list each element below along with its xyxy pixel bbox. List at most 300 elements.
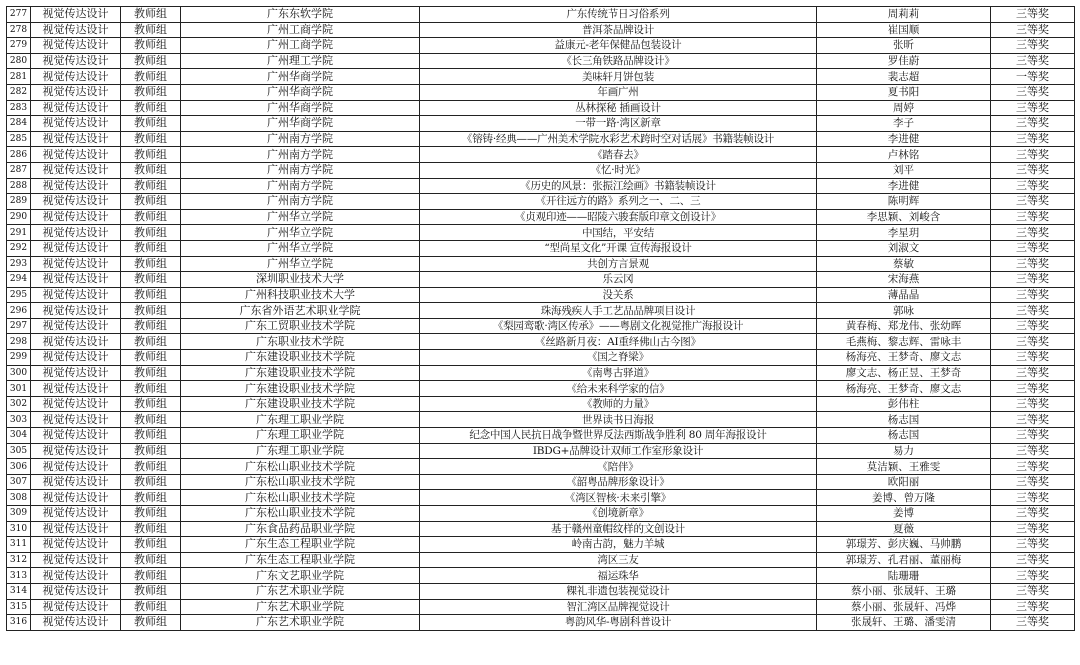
school-cell: 广东建设职业技术学院 — [181, 381, 420, 397]
work-title-cell: 粿礼非遗包装视觉设计 — [420, 583, 817, 599]
work-title-cell: 《历史的风景：张振江绘画》书籍装帧设计 — [420, 178, 817, 194]
group-cell: 教师组 — [121, 116, 181, 132]
school-cell: 广东理工职业学院 — [181, 412, 420, 428]
row-number-cell: 306 — [7, 459, 31, 475]
category-cell: 视觉传达设计 — [31, 599, 121, 615]
school-cell: 广东松山职业技术学院 — [181, 490, 420, 506]
school-cell: 广州工商学院 — [181, 22, 420, 38]
row-number-cell: 300 — [7, 365, 31, 381]
school-cell: 广州华立学院 — [181, 256, 420, 272]
work-title-cell: 普洱茶品牌设计 — [420, 22, 817, 38]
category-cell: 视觉传达设计 — [31, 303, 121, 319]
authors-cell: 陆珊珊 — [817, 568, 991, 584]
work-title-cell: “型尚星文化”开课 宣传海报设计 — [420, 240, 817, 256]
work-title-cell: 世界读书日海报 — [420, 412, 817, 428]
row-number-cell: 278 — [7, 22, 31, 38]
authors-cell: 廖文志、杨正昱、王梦奇 — [817, 365, 991, 381]
group-cell: 教师组 — [121, 100, 181, 116]
award-cell: 三等奖 — [991, 474, 1075, 490]
category-cell: 视觉传达设计 — [31, 474, 121, 490]
table-row — [7, 287, 1075, 303]
table-row — [7, 506, 1075, 522]
table-row — [7, 381, 1075, 397]
category-cell: 视觉传达设计 — [31, 240, 121, 256]
group-cell: 教师组 — [121, 38, 181, 54]
row-number-cell: 292 — [7, 240, 31, 256]
table-row — [7, 568, 1075, 584]
category-cell: 视觉传达设计 — [31, 428, 121, 444]
group-cell: 教师组 — [121, 474, 181, 490]
authors-cell: 李思颖、刘峻含 — [817, 209, 991, 225]
work-title-cell: 岭南古韵，魅力羊城 — [420, 537, 817, 553]
award-cell: 三等奖 — [991, 599, 1075, 615]
authors-cell: 周莉莉 — [817, 7, 991, 23]
work-title-cell: 丛林探秘 插画设计 — [420, 100, 817, 116]
school-cell: 广东生态工程职业学院 — [181, 537, 420, 553]
table-row — [7, 240, 1075, 256]
category-cell: 视觉传达设计 — [31, 131, 121, 147]
work-title-cell: 《踏春去》 — [420, 147, 817, 163]
row-number-cell: 307 — [7, 474, 31, 490]
category-cell: 视觉传达设计 — [31, 194, 121, 210]
category-cell: 视觉传达设计 — [31, 615, 121, 631]
school-cell: 广州南方学院 — [181, 194, 420, 210]
row-number-cell: 285 — [7, 131, 31, 147]
work-title-cell: 《丝路新月夜：AI重绎佛山古今图》 — [420, 334, 817, 350]
table-row — [7, 303, 1075, 319]
work-title-cell: 没关系 — [420, 287, 817, 303]
table-row — [7, 38, 1075, 54]
authors-cell: 欧阳丽 — [817, 474, 991, 490]
work-title-cell: 《韶粤品牌形象设计》 — [420, 474, 817, 490]
authors-cell: 周婷 — [817, 100, 991, 116]
group-cell: 教师组 — [121, 256, 181, 272]
authors-cell: 姜博 — [817, 506, 991, 522]
work-title-cell: 广东传统节日习俗系列 — [420, 7, 817, 23]
row-number-cell: 297 — [7, 318, 31, 334]
school-cell: 广东东软学院 — [181, 7, 420, 23]
award-cell: 三等奖 — [991, 552, 1075, 568]
authors-cell: 卢林铭 — [817, 147, 991, 163]
work-title-cell: 中国结，平安结 — [420, 225, 817, 241]
category-cell: 视觉传达设计 — [31, 147, 121, 163]
authors-cell: 李进健 — [817, 178, 991, 194]
row-number-cell: 295 — [7, 287, 31, 303]
category-cell: 视觉传达设计 — [31, 178, 121, 194]
row-number-cell: 289 — [7, 194, 31, 210]
work-title-cell: 《创境新章》 — [420, 506, 817, 522]
group-cell: 教师组 — [121, 583, 181, 599]
school-cell: 广东食品药品职业学院 — [181, 521, 420, 537]
row-number-cell: 284 — [7, 116, 31, 132]
table-row — [7, 428, 1075, 444]
category-cell: 视觉传达设计 — [31, 350, 121, 366]
award-cell: 三等奖 — [991, 287, 1075, 303]
school-cell: 广州华立学院 — [181, 225, 420, 241]
work-title-cell: 《国之脊梁》 — [420, 350, 817, 366]
school-cell: 广州华立学院 — [181, 240, 420, 256]
row-number-cell: 293 — [7, 256, 31, 272]
group-cell: 教师组 — [121, 22, 181, 38]
award-cell: 三等奖 — [991, 381, 1075, 397]
school-cell: 广东省外语艺术职业学院 — [181, 303, 420, 319]
group-cell: 教师组 — [121, 396, 181, 412]
table-row — [7, 53, 1075, 69]
work-title-cell: 基于赣州童帽纹样的文创设计 — [420, 521, 817, 537]
work-title-cell: 《贞观印迹——昭陵六骏套版印章文创设计》 — [420, 209, 817, 225]
authors-cell: 郭璟芳、孔君丽、董丽梅 — [817, 552, 991, 568]
award-cell: 三等奖 — [991, 131, 1075, 147]
award-cell: 三等奖 — [991, 194, 1075, 210]
table-row — [7, 318, 1075, 334]
work-title-cell: 共创方言景观 — [420, 256, 817, 272]
authors-cell: 彭伟柱 — [817, 396, 991, 412]
table-row — [7, 178, 1075, 194]
table-row — [7, 412, 1075, 428]
group-cell: 教师组 — [121, 225, 181, 241]
table-row — [7, 537, 1075, 553]
category-cell: 视觉传达设计 — [31, 209, 121, 225]
award-cell: 三等奖 — [991, 365, 1075, 381]
table-row — [7, 552, 1075, 568]
school-cell: 广州工商学院 — [181, 38, 420, 54]
authors-cell: 郭璟芳、彭庆巍、马帅鹏 — [817, 537, 991, 553]
table-row — [7, 225, 1075, 241]
award-cell: 三等奖 — [991, 334, 1075, 350]
work-title-cell: 《给未来科学家的信》 — [420, 381, 817, 397]
group-cell: 教师组 — [121, 84, 181, 100]
school-cell: 广东艺术职业学院 — [181, 583, 420, 599]
work-title-cell: 《忆·时光》 — [420, 162, 817, 178]
category-cell: 视觉传达设计 — [31, 365, 121, 381]
authors-cell: 宋海燕 — [817, 272, 991, 288]
award-cell: 三等奖 — [991, 7, 1075, 23]
table-row — [7, 615, 1075, 631]
table-row — [7, 490, 1075, 506]
school-cell: 广东建设职业技术学院 — [181, 350, 420, 366]
work-title-cell: 《陪伴》 — [420, 459, 817, 475]
group-cell: 教师组 — [121, 272, 181, 288]
category-cell: 视觉传达设计 — [31, 38, 121, 54]
row-number-cell: 304 — [7, 428, 31, 444]
group-cell: 教师组 — [121, 428, 181, 444]
work-title-cell: 福运珠华 — [420, 568, 817, 584]
group-cell: 教师组 — [121, 7, 181, 23]
group-cell: 教师组 — [121, 53, 181, 69]
work-title-cell: 《长三角铁路品牌设计》 — [420, 53, 817, 69]
award-cell: 三等奖 — [991, 506, 1075, 522]
school-cell: 广州理工学院 — [181, 53, 420, 69]
authors-cell: 姜博、曾万隆 — [817, 490, 991, 506]
authors-cell: 蔡敏 — [817, 256, 991, 272]
authors-cell: 莫洁颖、王雅雯 — [817, 459, 991, 475]
work-title-cell: 一带一路·湾区新章 — [420, 116, 817, 132]
group-cell: 教师组 — [121, 131, 181, 147]
awards-table-body — [7, 7, 1075, 631]
authors-cell: 张晟轩、王璐、潘雯清 — [817, 615, 991, 631]
row-number-cell: 303 — [7, 412, 31, 428]
group-cell: 教师组 — [121, 69, 181, 85]
school-cell: 广东建设职业技术学院 — [181, 365, 420, 381]
group-cell: 教师组 — [121, 178, 181, 194]
school-cell: 广州南方学院 — [181, 131, 420, 147]
row-number-cell: 311 — [7, 537, 31, 553]
award-cell: 三等奖 — [991, 22, 1075, 38]
group-cell: 教师组 — [121, 599, 181, 615]
row-number-cell: 291 — [7, 225, 31, 241]
table-row — [7, 459, 1075, 475]
award-cell: 三等奖 — [991, 428, 1075, 444]
table-row — [7, 100, 1075, 116]
row-number-cell: 305 — [7, 443, 31, 459]
row-number-cell: 277 — [7, 7, 31, 23]
award-cell: 三等奖 — [991, 100, 1075, 116]
table-row — [7, 443, 1075, 459]
category-cell: 视觉传达设计 — [31, 583, 121, 599]
award-cell: 三等奖 — [991, 583, 1075, 599]
authors-cell: 李星玥 — [817, 225, 991, 241]
row-number-cell: 302 — [7, 396, 31, 412]
row-number-cell: 314 — [7, 583, 31, 599]
award-cell: 三等奖 — [991, 53, 1075, 69]
school-cell: 广东建设职业技术学院 — [181, 396, 420, 412]
school-cell: 广东艺术职业学院 — [181, 615, 420, 631]
group-cell: 教师组 — [121, 615, 181, 631]
group-cell: 教师组 — [121, 334, 181, 350]
row-number-cell: 280 — [7, 53, 31, 69]
table-row — [7, 131, 1075, 147]
row-number-cell: 283 — [7, 100, 31, 116]
work-title-cell: 《湾区智核·未来引擎》 — [420, 490, 817, 506]
school-cell: 广州华商学院 — [181, 69, 420, 85]
school-cell: 广州科技职业技术大学 — [181, 287, 420, 303]
category-cell: 视觉传达设计 — [31, 116, 121, 132]
work-title-cell: 年画广州 — [420, 84, 817, 100]
school-cell: 广东生态工程职业学院 — [181, 552, 420, 568]
award-cell: 三等奖 — [991, 272, 1075, 288]
table-row — [7, 84, 1075, 100]
award-cell: 三等奖 — [991, 178, 1075, 194]
work-title-cell: 《南粤古驿道》 — [420, 365, 817, 381]
school-cell: 广东艺术职业学院 — [181, 599, 420, 615]
group-cell: 教师组 — [121, 443, 181, 459]
school-cell: 广东松山职业技术学院 — [181, 474, 420, 490]
table-row — [7, 599, 1075, 615]
row-number-cell: 301 — [7, 381, 31, 397]
group-cell: 教师组 — [121, 459, 181, 475]
row-number-cell: 296 — [7, 303, 31, 319]
work-title-cell: 智汇湾区品牌视觉设计 — [420, 599, 817, 615]
school-cell: 广东理工职业学院 — [181, 443, 420, 459]
school-cell: 广东工贸职业技术学院 — [181, 318, 420, 334]
school-cell: 广东职业技术学院 — [181, 334, 420, 350]
row-number-cell: 315 — [7, 599, 31, 615]
category-cell: 视觉传达设计 — [31, 443, 121, 459]
category-cell: 视觉传达设计 — [31, 100, 121, 116]
table-row — [7, 474, 1075, 490]
category-cell: 视觉传达设计 — [31, 490, 121, 506]
table-row — [7, 272, 1075, 288]
row-number-cell: 290 — [7, 209, 31, 225]
authors-cell: 夏薇 — [817, 521, 991, 537]
award-cell: 三等奖 — [991, 490, 1075, 506]
group-cell: 教师组 — [121, 162, 181, 178]
table-row — [7, 521, 1075, 537]
category-cell: 视觉传达设计 — [31, 162, 121, 178]
awards-table-container — [6, 6, 1075, 631]
authors-cell: 黄春梅、郑龙伟、张幼晖 — [817, 318, 991, 334]
table-row — [7, 583, 1075, 599]
authors-cell: 李子 — [817, 116, 991, 132]
work-title-cell: 《教师的力量》 — [420, 396, 817, 412]
group-cell: 教师组 — [121, 287, 181, 303]
authors-cell: 陈明辉 — [817, 194, 991, 210]
category-cell: 视觉传达设计 — [31, 53, 121, 69]
authors-cell: 蔡小丽、张晟轩、王璐 — [817, 583, 991, 599]
award-cell: 三等奖 — [991, 521, 1075, 537]
table-row — [7, 194, 1075, 210]
award-cell: 三等奖 — [991, 147, 1075, 163]
award-cell: 三等奖 — [991, 225, 1075, 241]
category-cell: 视觉传达设计 — [31, 552, 121, 568]
row-number-cell: 316 — [7, 615, 31, 631]
category-cell: 视觉传达设计 — [31, 225, 121, 241]
category-cell: 视觉传达设计 — [31, 84, 121, 100]
school-cell: 广州华商学院 — [181, 116, 420, 132]
award-cell: 三等奖 — [991, 318, 1075, 334]
work-title-cell: 《镕铸·经典——广州美术学院水彩艺术跨时空对话展》书籍装帧设计 — [420, 131, 817, 147]
group-cell: 教师组 — [121, 318, 181, 334]
school-cell: 广州南方学院 — [181, 147, 420, 163]
work-title-cell: 《梨园鸾歌·湾区传承》——粤剧文化视觉推广海报设计 — [420, 318, 817, 334]
school-cell: 深圳职业技术大学 — [181, 272, 420, 288]
authors-cell: 夏书阳 — [817, 84, 991, 100]
school-cell: 广东松山职业技术学院 — [181, 506, 420, 522]
category-cell: 视觉传达设计 — [31, 334, 121, 350]
group-cell: 教师组 — [121, 521, 181, 537]
row-number-cell: 294 — [7, 272, 31, 288]
authors-cell: 崔国顺 — [817, 22, 991, 38]
school-cell: 广东松山职业技术学院 — [181, 459, 420, 475]
table-row — [7, 350, 1075, 366]
award-cell: 一等奖 — [991, 69, 1075, 85]
table-row — [7, 162, 1075, 178]
category-cell: 视觉传达设计 — [31, 69, 121, 85]
category-cell: 视觉传达设计 — [31, 287, 121, 303]
work-title-cell: 益康元-老年保健品包装设计 — [420, 38, 817, 54]
row-number-cell: 281 — [7, 69, 31, 85]
table-row — [7, 147, 1075, 163]
award-cell: 三等奖 — [991, 38, 1075, 54]
award-cell: 三等奖 — [991, 537, 1075, 553]
authors-cell: 易力 — [817, 443, 991, 459]
award-cell: 三等奖 — [991, 162, 1075, 178]
authors-cell: 罗佳蔚 — [817, 53, 991, 69]
category-cell: 视觉传达设计 — [31, 318, 121, 334]
table-row — [7, 396, 1075, 412]
award-cell: 三等奖 — [991, 396, 1075, 412]
award-cell: 三等奖 — [991, 412, 1075, 428]
authors-cell: 杨海亮、王梦奇、廖文志 — [817, 350, 991, 366]
award-cell: 三等奖 — [991, 443, 1075, 459]
category-cell: 视觉传达设计 — [31, 396, 121, 412]
table-row — [7, 256, 1075, 272]
award-cell: 三等奖 — [991, 303, 1075, 319]
row-number-cell: 312 — [7, 552, 31, 568]
award-cell: 三等奖 — [991, 568, 1075, 584]
work-title-cell: 粤韵风华-粤剧科普设计 — [420, 615, 817, 631]
table-row — [7, 116, 1075, 132]
category-cell: 视觉传达设计 — [31, 7, 121, 23]
authors-cell: 刘平 — [817, 162, 991, 178]
group-cell: 教师组 — [121, 147, 181, 163]
school-cell: 广州华商学院 — [181, 84, 420, 100]
group-cell: 教师组 — [121, 209, 181, 225]
group-cell: 教师组 — [121, 506, 181, 522]
school-cell: 广州南方学院 — [181, 162, 420, 178]
group-cell: 教师组 — [121, 568, 181, 584]
award-cell: 三等奖 — [991, 350, 1075, 366]
authors-cell: 蔡小丽、张晟轩、冯烨 — [817, 599, 991, 615]
category-cell: 视觉传达设计 — [31, 459, 121, 475]
award-cell: 三等奖 — [991, 615, 1075, 631]
group-cell: 教师组 — [121, 537, 181, 553]
school-cell: 广州华商学院 — [181, 100, 420, 116]
work-title-cell: 乐云冈 — [420, 272, 817, 288]
group-cell: 教师组 — [121, 490, 181, 506]
authors-cell: 杨海亮、王梦奇、廖文志 — [817, 381, 991, 397]
table-row — [7, 365, 1075, 381]
group-cell: 教师组 — [121, 240, 181, 256]
table-row — [7, 334, 1075, 350]
row-number-cell: 310 — [7, 521, 31, 537]
award-cell: 三等奖 — [991, 116, 1075, 132]
category-cell: 视觉传达设计 — [31, 568, 121, 584]
group-cell: 教师组 — [121, 365, 181, 381]
category-cell: 视觉传达设计 — [31, 521, 121, 537]
table-row — [7, 209, 1075, 225]
authors-cell: 李进健 — [817, 131, 991, 147]
authors-cell: 裴志超 — [817, 69, 991, 85]
table-row — [7, 69, 1075, 85]
school-cell: 广州南方学院 — [181, 178, 420, 194]
group-cell: 教师组 — [121, 412, 181, 428]
row-number-cell: 298 — [7, 334, 31, 350]
authors-cell: 张昕 — [817, 38, 991, 54]
authors-cell: 郭咏 — [817, 303, 991, 319]
group-cell: 教师组 — [121, 350, 181, 366]
work-title-cell: 美味轩月饼包装 — [420, 69, 817, 85]
authors-cell: 毛燕梅、黎志辉、雷咏丰 — [817, 334, 991, 350]
authors-cell: 刘淑文 — [817, 240, 991, 256]
work-title-cell: 《开往远方的路》系列之一、二、三 — [420, 194, 817, 210]
award-cell: 三等奖 — [991, 459, 1075, 475]
group-cell: 教师组 — [121, 552, 181, 568]
category-cell: 视觉传达设计 — [31, 506, 121, 522]
row-number-cell: 309 — [7, 506, 31, 522]
award-cell: 三等奖 — [991, 84, 1075, 100]
school-cell: 广东文艺职业学院 — [181, 568, 420, 584]
authors-cell: 杨志国 — [817, 412, 991, 428]
row-number-cell: 288 — [7, 178, 31, 194]
row-number-cell: 308 — [7, 490, 31, 506]
authors-cell: 杨志国 — [817, 428, 991, 444]
work-title-cell: 珠海残疾人手工艺品品牌项目设计 — [420, 303, 817, 319]
group-cell: 教师组 — [121, 194, 181, 210]
category-cell: 视觉传达设计 — [31, 256, 121, 272]
awards-table — [6, 6, 1075, 631]
table-row — [7, 22, 1075, 38]
